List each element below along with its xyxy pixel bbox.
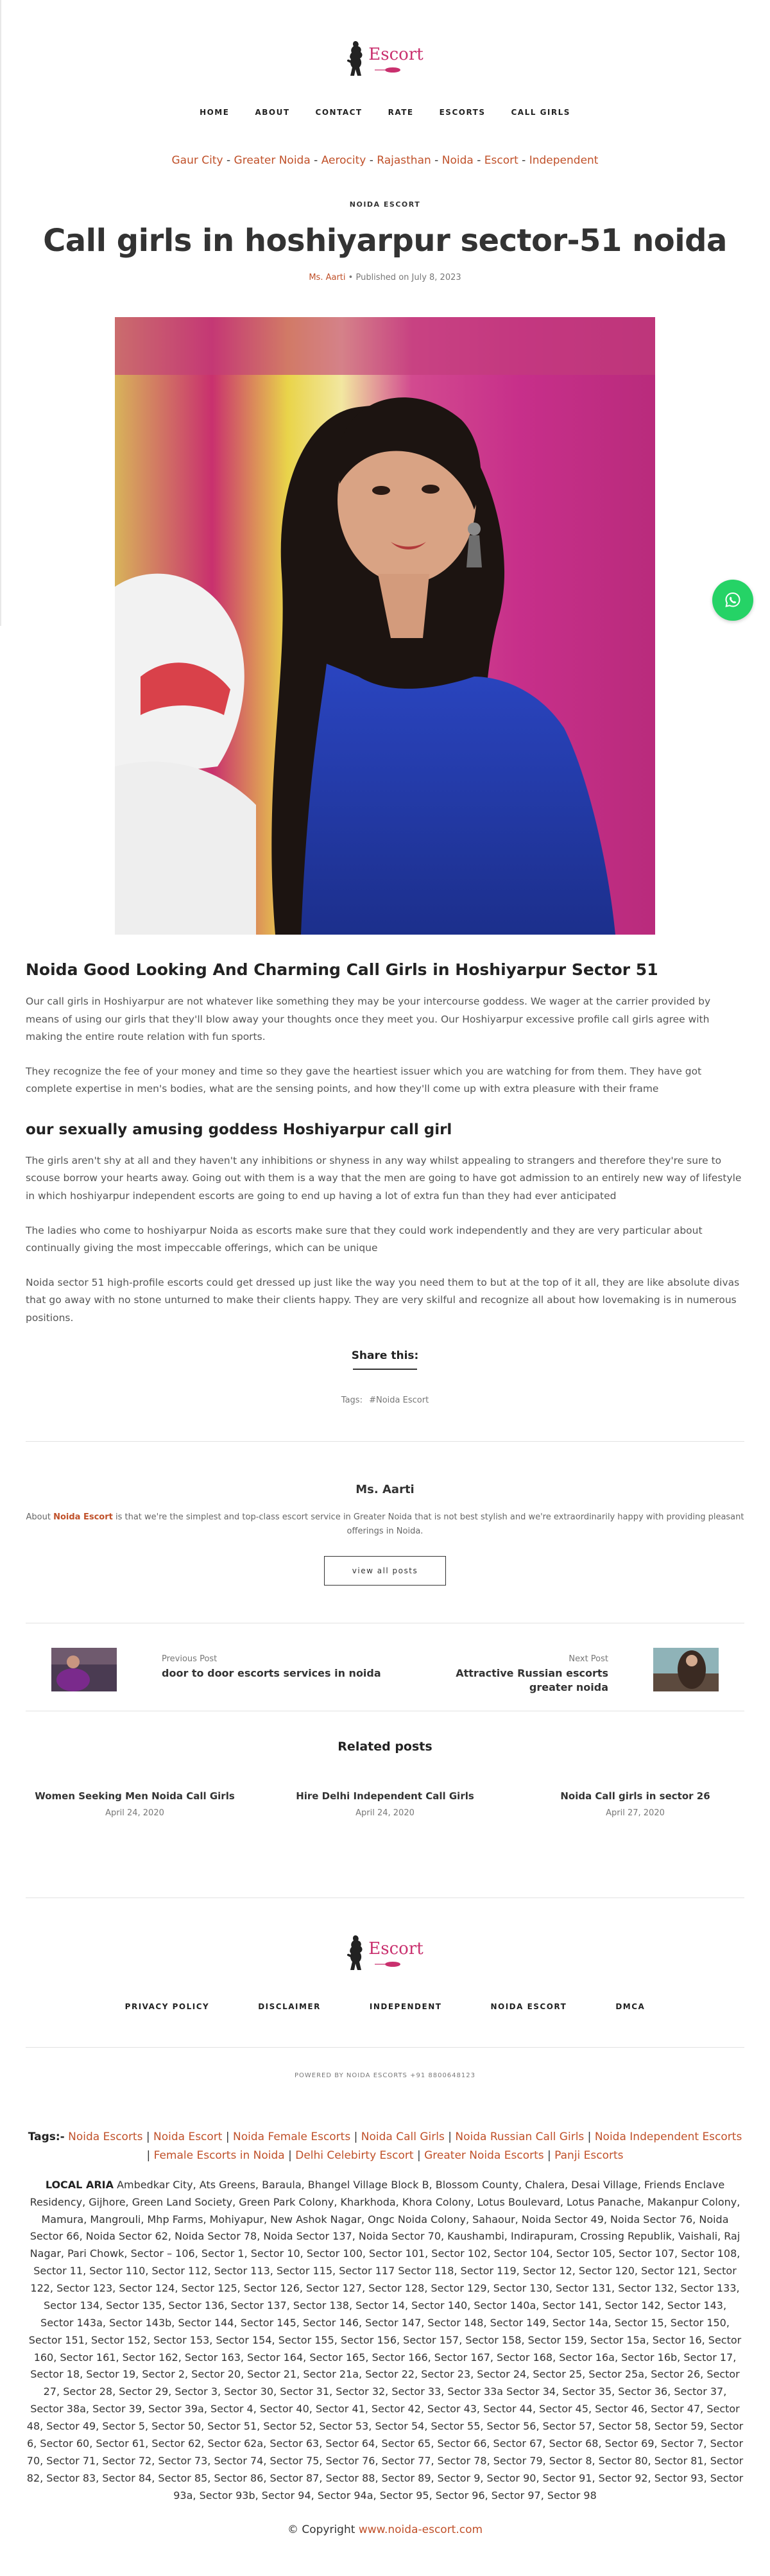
share-title: Share this: bbox=[351, 1349, 419, 1362]
site-footer bbox=[0, 1934, 770, 2536]
related-post-title[interactable]: Women Seeking Men Noida Call Girls bbox=[35, 1790, 235, 1802]
article-subheading: our sexually amusing goddess Hoshiyarpur call girl bbox=[26, 1121, 452, 1138]
main-nav bbox=[0, 108, 770, 117]
tag-link[interactable]: #Noida Escort bbox=[369, 1395, 429, 1405]
footer-divider bbox=[26, 2047, 744, 2048]
post-date: Published on July 8, 2023 bbox=[355, 273, 461, 282]
footer-tag-link[interactable]: Greater Noida Escorts bbox=[424, 2148, 544, 2162]
share-underline bbox=[353, 1369, 417, 1370]
silhouette-logo-icon bbox=[346, 1934, 366, 1971]
location-link-independent[interactable]: Independent bbox=[529, 154, 599, 167]
article-paragraph: The girls aren't shy at all and they haven't any inhibitions or shyness in any way whilst appealing to strangers and therefore they're sure to scouse borrow your hearts away. Going out with them is a way that the men are going to have got admission to an entirely new way of lifestyle in which hoshiyarpur independent escorts are going to end up having a lot of extra fun than they had ever anticipated bbox=[26, 1154, 742, 1202]
related-post-card bbox=[276, 1790, 494, 1818]
next-post-thumbnail[interactable] bbox=[653, 1648, 719, 1691]
footer-tags-label: Tags:- bbox=[28, 2131, 65, 2144]
author-bio-text: is that we're the simplest and top-class escort service in Greater Noida that is not best stylish and we're extraordinarily happy with providing pleasant offerings in Noida. bbox=[115, 1512, 744, 1537]
prev-post[interactable] bbox=[162, 1654, 393, 1681]
featured-image bbox=[115, 317, 655, 935]
article-paragraph: Our call girls in Hoshiyarpur are not whatever like something they may be your intercourse goddess. We wager at the carrier provided by means of using our girls that they'll blow away your thoughts once they meet you. Our Hoshiyarpur excessive profile call girls agree with making the entire route relation with fun sports. bbox=[26, 996, 711, 1043]
nav-contact[interactable]: CONTACT bbox=[315, 108, 363, 117]
location-link-noida[interactable]: Noida bbox=[441, 154, 474, 167]
next-post-image bbox=[653, 1648, 719, 1691]
powered-by: POWERED BY NOIDA ESCORTS +91 8800648123 bbox=[295, 2072, 475, 2080]
local-area-list bbox=[26, 2177, 744, 2505]
related-post-title[interactable]: Hire Delhi Independent Call Girls bbox=[296, 1790, 474, 1802]
view-all-posts-button[interactable]: view all posts bbox=[324, 1556, 446, 1586]
footer-tag-link[interactable]: Noida Escorts bbox=[68, 2131, 143, 2144]
copyright-prefix: © Copyright bbox=[287, 2523, 355, 2537]
location-link-escort[interactable]: Escort bbox=[484, 154, 518, 167]
footer-nav-independent[interactable]: INDEPENDENT bbox=[369, 2002, 442, 2012]
prev-post-image bbox=[51, 1648, 117, 1691]
prev-post-title[interactable]: door to door escorts services in noida bbox=[162, 1667, 381, 1680]
location-link-rajasthan[interactable]: Rajasthan bbox=[377, 154, 431, 167]
related-post-title[interactable]: Noida Call girls in sector 26 bbox=[560, 1790, 710, 1802]
location-link-greater-noida[interactable]: Greater Noida bbox=[234, 154, 311, 167]
footer-tag-link[interactable]: Noida Call Girls bbox=[361, 2131, 445, 2144]
related-post-date: April 24, 2020 bbox=[355, 1808, 415, 1819]
author-name: Ms. Aarti bbox=[355, 1482, 415, 1496]
footer-nav-dmca[interactable]: DMCA bbox=[615, 2002, 646, 2012]
author-bio-prefix: About bbox=[26, 1512, 51, 1522]
article-paragraph: They recognize the fee of your money and time so they gave the heartiest issuer which you are watching for from them. They have got complete expertise in men's bodies, what are the sensing points, and how they'll come up with extra pleasure with their frame bbox=[26, 1065, 702, 1095]
footer-tag-link[interactable]: Noida Escort bbox=[153, 2131, 223, 2144]
article-paragraph: Noida sector 51 high-profile escorts could get dressed up just like the way you need them to but at the top of it all, they are like absolute divas that go away with no stone unturned to make their clients happy. They are very skilful and recognize all about how lovemaking is in numerous positions. bbox=[26, 1276, 740, 1324]
footer-tag-link[interactable]: Delhi Celebirty Escort bbox=[295, 2148, 414, 2162]
site-logo[interactable] bbox=[346, 40, 423, 81]
nav-home[interactable]: HOME bbox=[200, 108, 230, 117]
related-post-card bbox=[26, 1790, 244, 1818]
nav-call-girls[interactable]: CALL GIRLS bbox=[511, 108, 570, 117]
footer-nav-privacy-policy[interactable]: PRIVACY POLICY bbox=[124, 2002, 210, 2012]
footer-logo-text: Escort bbox=[368, 1939, 424, 1959]
nav-about[interactable]: ABOUT bbox=[255, 108, 290, 117]
page-title: Call girls in hoshiyarpur sector-51 noida bbox=[43, 223, 727, 259]
author-bio bbox=[26, 1510, 744, 1540]
article-heading: Noida Good Looking And Charming Call Girls in Hoshiyarpur Sector 51 bbox=[26, 960, 658, 979]
next-post[interactable] bbox=[416, 1654, 608, 1695]
logo-lips-icon bbox=[375, 67, 403, 73]
site-header bbox=[0, 0, 770, 167]
featured-photo-illustration bbox=[115, 317, 655, 935]
footer-tag-link[interactable]: Noida Independent Escorts bbox=[594, 2131, 742, 2144]
meta-separator: • bbox=[348, 273, 354, 282]
footer-tag-link[interactable]: Noida Russian Call Girls bbox=[455, 2131, 585, 2144]
footer-tag-link[interactable]: Female Escorts in Noida bbox=[153, 2148, 285, 2162]
footer-tags: Tags:- Noida Escorts | Noida Escort | Noida Female Escorts | Noida Call Girls | Noida Russian Call Girls | Noida Independent Escorts | Female Escorts in Noida | Delhi Celebirty Escort | Greater Noida Escorts | Panji Escorts bbox=[28, 2131, 742, 2162]
post-tags bbox=[0, 1396, 770, 1405]
author-bio-brand-link[interactable]: Noida Escort bbox=[53, 1512, 113, 1522]
footer-tag-link[interactable]: Panji Escorts bbox=[554, 2148, 624, 2162]
footer-nav bbox=[0, 2002, 770, 2011]
section-divider bbox=[26, 1897, 744, 1898]
related-post-date: April 27, 2020 bbox=[606, 1808, 665, 1819]
post-navigation bbox=[26, 1623, 744, 1711]
next-post-title[interactable]: Attractive Russian escorts greater noida bbox=[456, 1667, 608, 1694]
footer-tag-link[interactable]: Noida Female Escorts bbox=[233, 2131, 351, 2144]
location-links: Gaur City - Greater Noida - Aerocity - Rajasthan - Noida - Escort - Independent bbox=[171, 154, 599, 167]
whatsapp-button[interactable] bbox=[712, 580, 753, 621]
related-posts-grid bbox=[26, 1790, 744, 1818]
prev-post-thumbnail[interactable] bbox=[51, 1648, 117, 1691]
copyright-link[interactable]: www.noida-escort.com bbox=[358, 2523, 483, 2537]
post-meta bbox=[0, 273, 770, 282]
related-post-date: April 24, 2020 bbox=[105, 1808, 164, 1819]
nav-escorts[interactable]: ESCORTS bbox=[439, 108, 486, 117]
post-author-link[interactable]: Ms. Aarti bbox=[309, 273, 346, 282]
logo-lips-icon bbox=[375, 1961, 403, 1967]
location-link-gaur-city[interactable]: Gaur City bbox=[171, 154, 223, 167]
related-post-card bbox=[526, 1790, 744, 1818]
article-paragraph: The ladies who come to hoshiyarpur Noida as escorts make sure that they could work independently and they are very particular about continually giving the most impeccable offerings, which can be unique bbox=[26, 1224, 703, 1254]
related-posts-title: Related posts bbox=[338, 1740, 432, 1754]
copyright bbox=[0, 2523, 770, 2536]
local-area-label: LOCAL ARIA bbox=[45, 2178, 114, 2191]
whatsapp-icon bbox=[724, 591, 742, 609]
footer-nav-disclaimer[interactable]: DISCLAIMER bbox=[258, 2002, 321, 2012]
location-link-aerocity[interactable]: Aerocity bbox=[321, 154, 366, 167]
nav-rate[interactable]: RATE bbox=[388, 108, 414, 117]
article-body bbox=[26, 960, 744, 1327]
logo-text: Escort bbox=[368, 45, 424, 64]
silhouette-logo-icon bbox=[346, 40, 366, 77]
next-post-label: Next Post bbox=[569, 1654, 608, 1664]
author-box bbox=[0, 1442, 770, 1586]
footer-logo[interactable] bbox=[346, 1934, 423, 1975]
local-area-text: Ambedkar City, Ats Greens, Baraula, Bhangel Village Block B, Blossom County, Chalera, Desai Village, Friends Enclave Residency, Gijhore, Green Land Society, Green Park Colony, Kharkhoda, Khora Colony, Lotus Boulevard, Lotus Panache, Makanpur Colony, Mamura, Mangrouli, Mhp Farms, Mohiyapur, New Ashok Nagar, Ongc Noida Colony, Sahaour, Noida Sector 49, Noida Sector 76, Noida Sector 66, Noida Sector 62, Noida Sector 78, Noida Sector 137, Noida Sector 70, Kaushambi, Indirapuram, Crossing Republik, Vaishali, Raj Nagar, Pari Chowk, Sector – 106, Sector 1, Sector 10, Sector 100, Sector 101, Sector 102, Sector 104, Sector 105, Sector 107, Sector 108, Sector 11, Sector 110, Sector 112, Sector 113, Sector 115, Sector 117 Sector 118, Sector 119, Sector 12, Sector 120, Sector 121, Sector 122, Sector 123, Sector 124, Sector 125, Sector 126, Sector 127, Sector 128, Sector 129, Sector 130, Sector 131, Sector 132, Sector 133, Sector 134, Sector 135, Sector 136, Sector 137, Sector 138, Sector 14, Sector 140, Sector 140a, Sector 141, Sector 142, Sector 143, Sector 143a, Sector 143b, Sector 144, Sector 145, Sector 146, Sector 147, Sector 148, Sector 149, Sector 14a, Sector 15, Sector 150, Sector 151, Sector 152, Sector 153, Sector 154, Sector 155, Sector 156, Sector 157, Sector 158, Sector 159, Sector 15a, Sector 16, Sector 160, Sector 161, Sector 162, Sector 163, Sector 164, Sector 165, Sector 166, Sector 167, Sector 168, Sector 16a, Sector 16b, Sector 17, Sector 18, Sector 19, Sector 2, Sector 20, Sector 21, Sector 21a, Sector 22, Sector 23, Sector 24, Sector 25, Sector 25a, Sector 26, Sector 27, Sector 28, Sector 29, Sector 3, Sector 30, Sector 31, Sector 32, Sector 33, Sector 33a Sector 34, Sector 35, Sector 36, Sector 37, Sector 38a, Sector 39, Sector 39a, Sector 4, Sector 40, Sector 41, Sector 42, Sector 43, Sector 44, Sector 45, Sector 46, Sector 47, Sector 48, Sector 49, Sector 5, Sector 50, Sector 51, Sector 52, Sector 53, Sector 54, Sector 55, Sector 56, Sector 57, Sector 58, Sector 59, Sector 6, Sector 60, Sector 61, Sector 62, Sector 62a, Sector 63, Sector 64, Sector 65, Sector 66, Sector 67, Sector 68, Sector 69, Sector 7, Sector 70, Sector 71, Sector 72, Sector 73, Sector 74, Sector 75, Sector 76, Sector 77, Sector 78, Sector 79, Sector 8, Sector 80, Sector 81, Sector 82, Sector 83, Sector 84, Sector 85, Sector 86, Sector 87, Sector 88, Sector 89, Sector 9, Sector 90, Sector 91, Sector 92, Sector 93, Sector 93a, Sector 93b, Sector 94, Sector 94a, Sector 95, Sector 96, Sector 97, Sector 98 bbox=[26, 2178, 744, 2502]
post-category[interactable]: NOIDA ESCORT bbox=[349, 200, 421, 209]
prev-post-label: Previous Post bbox=[162, 1654, 218, 1664]
related-posts bbox=[0, 1711, 770, 1818]
footer-nav-noida-escort[interactable]: NOIDA ESCORT bbox=[490, 2002, 567, 2012]
left-edge-rule bbox=[0, 0, 1, 626]
tags-label: Tags: bbox=[341, 1395, 363, 1405]
